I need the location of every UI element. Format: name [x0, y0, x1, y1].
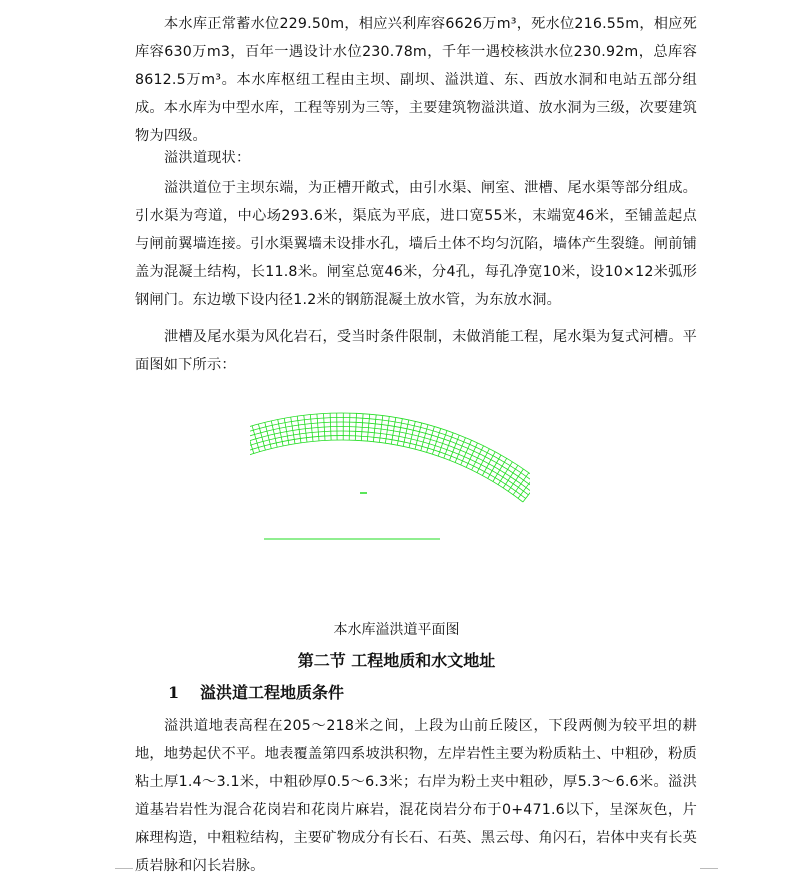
- subsection-label: 溢洪道工程地质条件: [200, 683, 344, 702]
- spillway-mesh: [250, 413, 530, 502]
- mesh-transverse-line: [482, 452, 495, 476]
- mesh-longitudinal-line: [250, 427, 530, 492]
- mesh-transverse-line: [461, 440, 472, 465]
- mesh-transverse-line: [349, 413, 350, 440]
- figure-caption: 本水库溢洪道平面图: [0, 619, 793, 639]
- page-corner-mark-right: [700, 848, 718, 869]
- mesh-transverse-line: [466, 443, 477, 468]
- page-corner-mark-left: [115, 848, 133, 869]
- mesh-transverse-line: [432, 429, 440, 455]
- paragraph-spillway-description: 溢洪道位于主坝东端，为正槽开敞式，由引水渠、闸室、泄槽、尾水渠等部分组成。引水渠为弯道，中心场293.6米，渠底为平底，进口宽55米，末端宽46米，至铺盖起点与闸前翼墙连接。引水渠翼墙未设排水孔，墙后土体不均匀沉陷，墙体产生裂缝。闸前铺盖为混凝土结构，长11.8米。闸室总宽46米，分4孔，每孔净宽10米，设10×12米弧形钢闸门。东边墩下设内径1.2米的钢筋混凝土放水管，为东放水洞。: [135, 174, 697, 314]
- paragraph-geology: 溢洪道地表高程在205～218米之间，上段为山前丘陵区，下段两侧为较平坦的耕地，地势起伏不平。地表覆盖第四系坡洪积物，左岸岩性主要为粉质粘土、中粗砂，粉质粘土厚1.4～3.1米，中粗砂厚0.5～6.3米；右岸为粉土夹中粗砂，厚5.3～6.6米。溢洪道基岩岩性为混合花岗岩和花岗片麻岩，混花岗岩分布于0+471.6以下，呈深灰色，片麻理构造，中粗粒结构，主要矿物成分有长石、石英、黑云母、角闪石，岩体中夹有长英质岩脉和闪长岩脉。: [135, 712, 697, 880]
- mesh-transverse-line: [472, 446, 484, 470]
- mesh-transverse-line: [503, 465, 518, 488]
- paragraph-chute-and-tailrace: 泄槽及尾水渠为风化岩石，受当时条件限制，未做消能工程，尾水渠为复式河槽。平面图如下所示：: [135, 323, 697, 379]
- mesh-longitudinal-line: [250, 436, 526, 499]
- paragraph-reservoir-overview: 本水库正常蓄水位229.50m，相应兴利库容6626万m³，死水位216.55m，相应死库容630万m3，百年一遇设计水位230.78m，千年一遇校核洪水位230.92m，总库容8612.5万m³。本水库枢纽工程由主坝、副坝、溢洪道、东、西放水洞和电站五部分组成。本水库为中型水库，工程等别为三等，主要建筑物溢洪道、放水洞为三级，次要建筑物为四级。: [135, 10, 697, 150]
- subsection-number: 1: [168, 683, 200, 702]
- mesh-transverse-line: [513, 473, 529, 495]
- section-title: 第二节 工程地质和水文地址: [0, 648, 793, 671]
- heading-spillway-status: 溢洪道现状：: [135, 144, 697, 172]
- spillway-plan-figure: [250, 405, 530, 565]
- mesh-transverse-line: [508, 469, 523, 491]
- mesh-transverse-line: [477, 449, 489, 473]
- subsection-title: [168, 680, 344, 703]
